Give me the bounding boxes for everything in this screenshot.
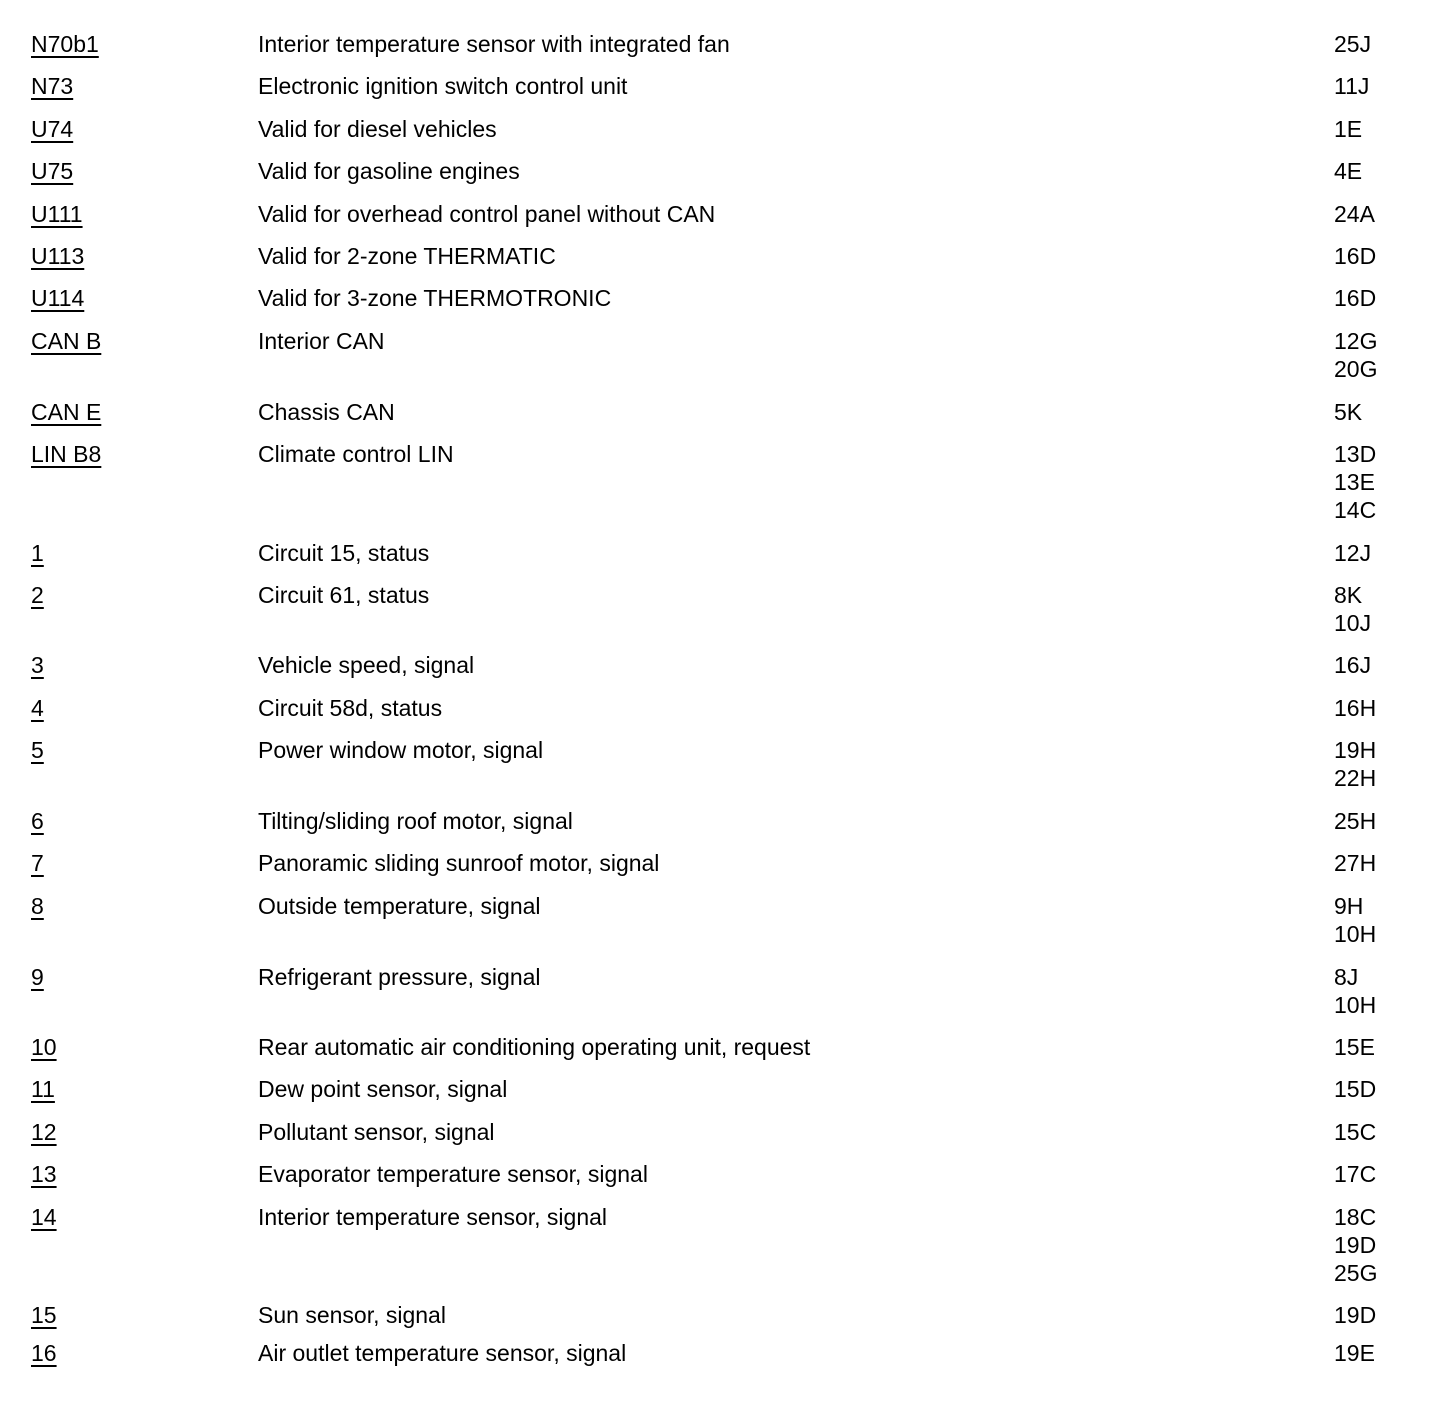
grid-reference: 13E <box>1334 469 1375 495</box>
legend-description: Interior CAN <box>258 328 385 354</box>
grid-reference: 14C <box>1334 497 1377 523</box>
legend-code-link[interactable]: 14 <box>31 1204 57 1230</box>
grid-reference: 25J <box>1334 31 1372 57</box>
grid-reference-list <box>1334 539 1371 567</box>
legend-code-link[interactable]: 6 <box>31 808 44 834</box>
grid-reference-list <box>1334 651 1371 679</box>
grid-reference-list <box>1334 242 1376 270</box>
legend-description: Rear automatic air conditioning operating unit, request <box>258 1034 811 1060</box>
grid-reference: 15D <box>1334 1076 1377 1102</box>
legend-code-link[interactable]: 13 <box>31 1161 57 1187</box>
grid-reference-list <box>1334 581 1371 637</box>
grid-reference: 12J <box>1334 540 1372 566</box>
legend-description: Circuit 61, status <box>258 582 430 608</box>
legend-description: Outside temperature, signal <box>258 893 541 919</box>
legend-description: Panoramic sliding sunroof motor, signal <box>258 850 660 876</box>
legend-description: Valid for 3-zone THERMOTRONIC <box>258 285 612 311</box>
grid-reference: 10H <box>1334 992 1377 1018</box>
grid-reference-list <box>1334 1301 1376 1329</box>
grid-reference: 11J <box>1334 73 1370 99</box>
legend-description: Circuit 58d, status <box>258 695 443 721</box>
grid-reference: 16D <box>1334 243 1377 269</box>
grid-reference: 15C <box>1334 1119 1377 1145</box>
legend-description: Interior temperature sensor, signal <box>258 1204 608 1230</box>
grid-reference: 22H <box>1334 765 1377 791</box>
grid-reference: 19D <box>1334 1302 1377 1328</box>
legend-code-link[interactable]: N73 <box>31 73 74 99</box>
grid-reference: 20G <box>1334 356 1378 382</box>
grid-reference: 8K <box>1334 582 1363 608</box>
legend-description: Interior temperature sensor with integrated fan <box>258 31 730 57</box>
grid-reference: 19H <box>1334 737 1377 763</box>
legend-description: Valid for 2-zone THERMATIC <box>258 243 556 269</box>
legend-code-link[interactable]: CAN B <box>31 328 102 354</box>
grid-reference-list <box>1334 694 1376 722</box>
grid-reference-list <box>1334 1075 1376 1103</box>
grid-reference-list <box>1334 157 1362 185</box>
grid-reference: 10J <box>1334 610 1372 636</box>
legend-description: Sun sensor, signal <box>258 1302 446 1328</box>
legend-code-link[interactable]: N70b1 <box>31 31 99 57</box>
legend-code-link[interactable]: CAN E <box>31 399 102 425</box>
legend-code-link[interactable]: 8 <box>31 893 44 919</box>
grid-reference: 25G <box>1334 1260 1378 1286</box>
grid-reference: 18C <box>1334 1204 1377 1230</box>
legend-code-link[interactable]: U114 <box>31 285 85 311</box>
grid-reference: 19E <box>1334 1340 1375 1366</box>
legend-code-link[interactable]: 12 <box>31 1119 57 1145</box>
grid-reference-list <box>1334 398 1362 426</box>
grid-reference: 19D <box>1334 1232 1377 1258</box>
grid-reference: 25H <box>1334 808 1377 834</box>
legend-code-link[interactable]: U113 <box>31 243 85 269</box>
legend-code-link[interactable]: 15 <box>31 1302 57 1328</box>
grid-reference-list <box>1334 72 1369 100</box>
grid-reference: 27H <box>1334 850 1377 876</box>
grid-reference-list <box>1334 892 1376 948</box>
grid-reference: 1E <box>1334 116 1363 142</box>
grid-reference-list <box>1334 1339 1375 1367</box>
legend-description: Climate control LIN <box>258 441 454 467</box>
grid-reference: 8J <box>1334 964 1359 990</box>
legend-code-link[interactable]: U111 <box>31 201 83 227</box>
grid-reference: 12G <box>1334 328 1378 354</box>
grid-reference: 5K <box>1334 399 1363 425</box>
grid-reference-list <box>1334 1118 1376 1146</box>
grid-reference-list <box>1334 849 1376 877</box>
legend-description: Electronic ignition switch control unit <box>258 73 628 99</box>
legend-code-link[interactable]: U74 <box>31 116 74 142</box>
legend-code-link[interactable]: 10 <box>31 1034 57 1060</box>
legend-description: Dew point sensor, signal <box>258 1076 508 1102</box>
legend-code-link[interactable]: 5 <box>31 737 44 763</box>
legend-description: Power window motor, signal <box>258 737 544 763</box>
grid-reference: 15E <box>1334 1034 1375 1060</box>
legend-code-link[interactable]: 2 <box>31 582 44 608</box>
grid-reference-list <box>1334 963 1376 1019</box>
legend-description: Valid for overhead control panel without CAN <box>258 201 716 227</box>
grid-reference-list <box>1334 115 1362 143</box>
grid-reference: 4E <box>1334 158 1363 184</box>
grid-reference-list <box>1334 807 1376 835</box>
grid-reference: 9H <box>1334 893 1364 919</box>
grid-reference: 17C <box>1334 1161 1377 1187</box>
grid-reference-list <box>1334 736 1376 792</box>
grid-reference: 16H <box>1334 695 1377 721</box>
legend-code-link[interactable]: 3 <box>31 652 44 678</box>
grid-reference-list <box>1334 200 1375 228</box>
grid-reference-list <box>1334 1160 1376 1188</box>
grid-reference-list <box>1334 1203 1377 1287</box>
grid-reference: 13D <box>1334 441 1377 467</box>
legend-description: Circuit 15, status <box>258 540 430 566</box>
legend-code-link[interactable]: 9 <box>31 964 44 990</box>
legend-code-link[interactable]: 11 <box>31 1076 55 1102</box>
legend-description: Evaporator temperature sensor, signal <box>258 1161 648 1187</box>
legend-description: Valid for diesel vehicles <box>258 116 497 142</box>
legend-code-link[interactable]: 7 <box>31 850 44 876</box>
legend-code-link[interactable]: 4 <box>31 695 44 721</box>
legend-code-link[interactable]: 16 <box>31 1340 57 1366</box>
grid-reference: 10H <box>1334 921 1377 947</box>
legend-description: Chassis CAN <box>258 399 395 425</box>
grid-reference-list <box>1334 327 1377 383</box>
legend-code-link[interactable]: U75 <box>31 158 74 184</box>
grid-reference: 24A <box>1334 201 1375 227</box>
legend-code-link[interactable]: 1 <box>31 540 44 566</box>
legend-description: Vehicle speed, signal <box>258 652 475 678</box>
legend-description: Refrigerant pressure, signal <box>258 964 541 990</box>
legend-description: Tilting/sliding roof motor, signal <box>258 808 573 834</box>
legend-description: Air outlet temperature sensor, signal <box>258 1340 627 1366</box>
grid-reference-list <box>1334 30 1371 58</box>
grid-reference-list <box>1334 284 1376 312</box>
grid-reference-list <box>1334 440 1376 524</box>
legend-code-link[interactable]: LIN B8 <box>31 441 102 467</box>
grid-reference-list <box>1334 1033 1375 1061</box>
legend-description: Valid for gasoline engines <box>258 158 520 184</box>
legend-description: Pollutant sensor, signal <box>258 1119 495 1145</box>
grid-reference: 16J <box>1334 652 1372 678</box>
grid-reference: 16D <box>1334 285 1377 311</box>
